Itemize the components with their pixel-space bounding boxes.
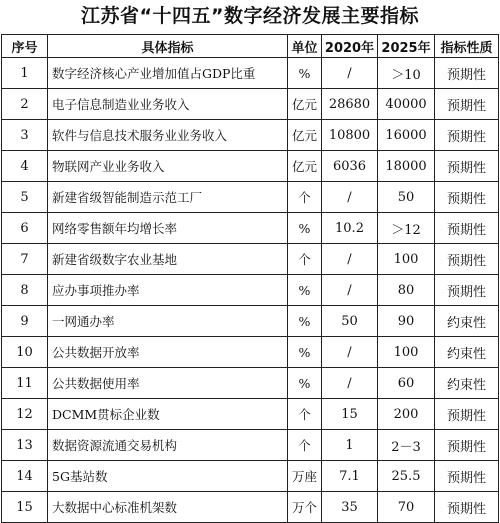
header-seq: 序号 [2, 35, 48, 58]
cell-seq: 4 [2, 151, 48, 182]
cell-seq: 6 [2, 213, 48, 244]
table-row [2, 89, 499, 120]
cell-2020: / [322, 337, 378, 368]
cell-unit: % [288, 58, 322, 89]
cell-2020: 1 [322, 430, 378, 461]
cell-unit: % [288, 337, 322, 368]
cell-2020: 10800 [322, 120, 378, 151]
table-row [2, 368, 499, 399]
cell-indicator: 5G基站数 [48, 461, 288, 492]
cell-2020: 6036 [322, 151, 378, 182]
cell-indicator: DCMM贯标企业数 [48, 399, 288, 430]
table-row [2, 337, 499, 368]
cell-seq: 7 [2, 244, 48, 275]
cell-seq: 9 [2, 306, 48, 337]
cell-2025: 80 [378, 275, 435, 306]
cell-2025: 70 [378, 492, 435, 523]
cell-2025: 2－3 [378, 430, 435, 461]
cell-2020: 28680 [322, 89, 378, 120]
cell-nature: 预期性 [435, 430, 499, 461]
cell-unit: 个 [288, 244, 322, 275]
table-row [2, 306, 499, 337]
table-row [2, 430, 499, 461]
cell-2025: 50 [378, 182, 435, 213]
cell-nature: 预期性 [435, 275, 499, 306]
cell-unit: 亿元 [288, 89, 322, 120]
cell-indicator: 数据资源流通交易机构 [48, 430, 288, 461]
cell-seq: 11 [2, 368, 48, 399]
cell-nature: 预期性 [435, 399, 499, 430]
table-row [2, 399, 499, 430]
cell-indicator: 数字经济核心产业增加值占GDP比重 [48, 58, 288, 89]
table-row [2, 58, 499, 89]
table-row [2, 461, 499, 492]
cell-unit: 万座 [288, 461, 322, 492]
cell-seq: 1 [2, 58, 48, 89]
cell-nature: 约束性 [435, 337, 499, 368]
cell-nature: 预期性 [435, 58, 499, 89]
cell-2025: 25.5 [378, 461, 435, 492]
cell-seq: 10 [2, 337, 48, 368]
header-unit: 单位 [288, 35, 322, 58]
cell-nature: 预期性 [435, 151, 499, 182]
cell-unit: 个 [288, 182, 322, 213]
cell-unit: 个 [288, 430, 322, 461]
table-row [2, 182, 499, 213]
indicators-table [1, 34, 499, 523]
cell-nature: 预期性 [435, 120, 499, 151]
cell-2025: 100 [378, 337, 435, 368]
table-row [2, 120, 499, 151]
table-row [2, 492, 499, 523]
cell-2025: 90 [378, 306, 435, 337]
cell-unit: % [288, 275, 322, 306]
header-2025: 2025年 [378, 35, 435, 58]
cell-2020: / [322, 368, 378, 399]
cell-indicator: 软件与信息技术服务业业务收入 [48, 120, 288, 151]
cell-2020: / [322, 275, 378, 306]
cell-2020: 35 [322, 492, 378, 523]
cell-seq: 5 [2, 182, 48, 213]
cell-indicator: 大数据中心标准机架数 [48, 492, 288, 523]
header-row [2, 35, 499, 58]
cell-unit: 亿元 [288, 151, 322, 182]
cell-indicator: 公共数据使用率 [48, 368, 288, 399]
table-row [2, 275, 499, 306]
cell-nature: 约束性 [435, 368, 499, 399]
cell-unit: 个 [288, 399, 322, 430]
cell-indicator: 公共数据开放率 [48, 337, 288, 368]
cell-2020: 50 [322, 306, 378, 337]
cell-2020: / [322, 244, 378, 275]
cell-seq: 2 [2, 89, 48, 120]
cell-seq: 15 [2, 492, 48, 523]
cell-nature: 预期性 [435, 182, 499, 213]
cell-seq: 3 [2, 120, 48, 151]
cell-indicator: 新建省级智能制造示范工厂 [48, 182, 288, 213]
cell-seq: 13 [2, 430, 48, 461]
cell-nature: 预期性 [435, 89, 499, 120]
cell-2020: / [322, 58, 378, 89]
cell-seq: 12 [2, 399, 48, 430]
cell-2020: 10.2 [322, 213, 378, 244]
cell-2025: 16000 [378, 120, 435, 151]
cell-2025: 200 [378, 399, 435, 430]
header-indicator: 具体指标 [48, 35, 288, 58]
cell-unit: % [288, 368, 322, 399]
cell-indicator: 网络零售额年均增长率 [48, 213, 288, 244]
cell-2025: 100 [378, 244, 435, 275]
cell-2025: 18000 [378, 151, 435, 182]
header-2020: 2020年 [322, 35, 378, 58]
cell-nature: 预期性 [435, 213, 499, 244]
table-row [2, 244, 499, 275]
table-row [2, 213, 499, 244]
cell-2020: 7.1 [322, 461, 378, 492]
cell-2020: 15 [322, 399, 378, 430]
header-nature: 指标性质 [435, 35, 499, 58]
cell-seq: 8 [2, 275, 48, 306]
cell-2020: / [322, 182, 378, 213]
cell-seq: 14 [2, 461, 48, 492]
cell-indicator: 物联网产业业务收入 [48, 151, 288, 182]
cell-nature: 约束性 [435, 306, 499, 337]
cell-unit: % [288, 306, 322, 337]
cell-indicator: 新建省级数字农业基地 [48, 244, 288, 275]
cell-2025: ＞12 [378, 213, 435, 244]
cell-nature: 预期性 [435, 492, 499, 523]
cell-nature: 预期性 [435, 244, 499, 275]
cell-unit: % [288, 213, 322, 244]
table-row [2, 151, 499, 182]
cell-indicator: 应办事项推办率 [48, 275, 288, 306]
cell-2025: ＞10 [378, 58, 435, 89]
cell-2025: 40000 [378, 89, 435, 120]
cell-indicator: 电子信息制造业业务收入 [48, 89, 288, 120]
cell-nature: 预期性 [435, 461, 499, 492]
cell-indicator: 一网通办率 [48, 306, 288, 337]
cell-unit: 万个 [288, 492, 322, 523]
cell-2025: 60 [378, 368, 435, 399]
cell-unit: 亿元 [288, 120, 322, 151]
table-title: 江苏省“十四五”数字经济发展主要指标 [81, 5, 419, 27]
